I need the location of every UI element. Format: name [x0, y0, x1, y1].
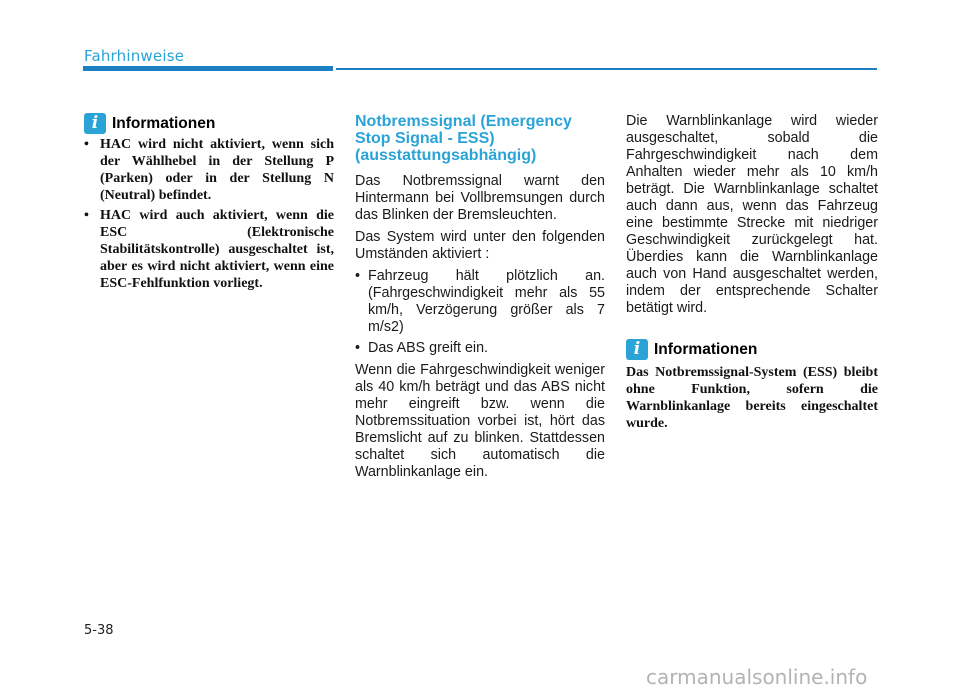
column-left [84, 113, 334, 295]
section-header-title: Fahrhinweise [84, 47, 185, 65]
paragraph: Das System wird unter den folgenden Umständen aktiviert : [355, 229, 605, 262]
info-text: Das Notbremssignal-System (ESS) bleibt ohne Funktion, sofern die Warnblinkanlage bereits eingeschaltet wurde. [626, 365, 878, 431]
info-box-header [84, 113, 334, 134]
list-item: • Das ABS greift ein. [355, 340, 605, 357]
info-bullet-list [84, 136, 334, 292]
header-rule-thick [83, 66, 333, 71]
paragraph: Das Notbremssignal warnt den Hintermann bei Vollbremsungen durch das Blinken der Bremsleuchten. [355, 173, 605, 223]
list-item: • HAC wird auch aktiviert, wenn die ESC (Elektronische Stabilitätskontrolle) ausgeschaltet ist, aber es wird nicht aktiviert, wenn eine ESC-Fehlfunktion vorliegt. [84, 207, 334, 292]
info-box-header [626, 339, 878, 360]
list-item: • Fahrzeug hält plötzlich an. (Fahrgeschwindigkeit mehr als 55 km/h, Verzögerung größer als 7 m/s2) [355, 268, 605, 336]
paragraph: Die Warnblinkanlage wird wieder ausgeschaltet, sobald die Fahrgeschwindigkeit nach dem Anhalten wieder mehr als 10 km/h beträgt. Die Warnblinkanlage schaltet auch dann aus, wenn das Fahrzeug eine bestimmte Strecke mit niedriger Geschwindigkeit zurückgelegt hat. Überdies kann die Warnblinkanlage auch von Hand ausgeschaltet werden, indem der entsprechende Schalter betätigt wird. [626, 113, 878, 316]
watermark-link[interactable]: carmanualsonline.info [646, 665, 868, 689]
column-middle [355, 113, 605, 486]
paragraph: Wenn die Fahrgeschwindigkeit weniger als 40 km/h beträgt und das ABS nicht mehr eingreift bzw. wenn die Notbremssituation vorbei ist, hört das Bremslicht auf zu blinken. Stattdessen schaltet sich automatisch die Warnblinkanlage ein. [355, 362, 605, 480]
section-title: Notbremssignal (Emergency Stop Signal - ESS) (ausstattungsabhängig) [355, 113, 572, 164]
info-icon: i [626, 339, 648, 360]
column-right [626, 113, 878, 432]
page-number: 5-38 [84, 623, 114, 638]
condition-bullet-list [355, 268, 605, 357]
info-title: Informationen [654, 340, 758, 358]
header-rule-thin [336, 68, 877, 70]
info-title: Informationen [112, 114, 216, 132]
list-item: • HAC wird nicht aktiviert, wenn sich der Wählhebel in der Stellung P (Parken) oder in der Stellung N (Neutral) befindet. [84, 136, 334, 204]
info-icon: i [84, 113, 106, 134]
